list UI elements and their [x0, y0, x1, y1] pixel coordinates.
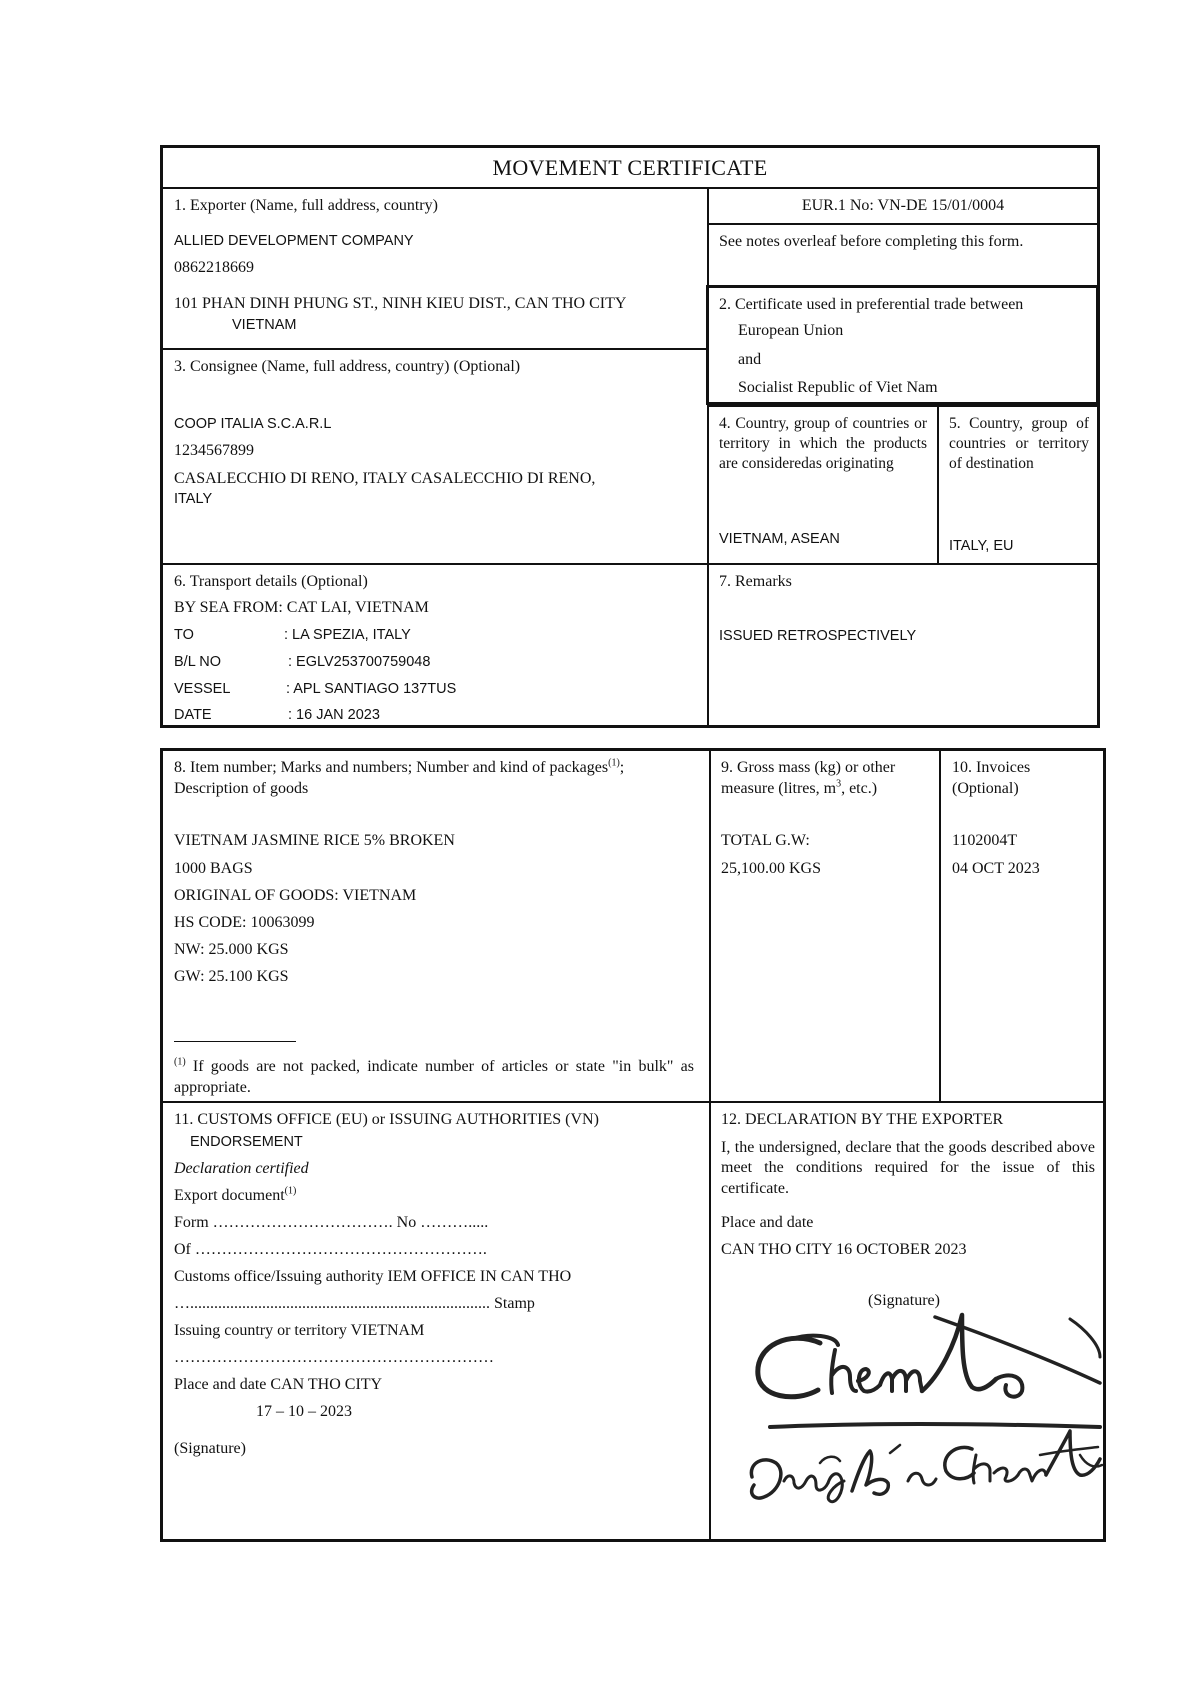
destination-country-value: ITALY, EU	[949, 538, 1014, 554]
invoices-label-2: (Optional)	[952, 780, 1019, 797]
transport-date-value: : 16 JAN 2023	[288, 707, 380, 723]
divider	[161, 563, 1098, 565]
divider	[707, 188, 709, 726]
divider	[939, 750, 941, 1102]
origin-country-value: VIETNAM, ASEAN	[719, 531, 840, 547]
goods-label	[174, 759, 624, 777]
invoice-number: 1102004T	[952, 832, 1018, 849]
goods-label-end: ;	[619, 759, 625, 776]
consignee-company: COOP ITALIA S.C.A.R.L	[174, 416, 332, 432]
certificate-used-label: 2. Certificate used in preferential trade between	[719, 296, 1024, 313]
export-document-sup: (1)	[284, 1185, 297, 1197]
destination-country-label: 5. Country, group of countries or territory of destination	[949, 415, 1089, 473]
endorsement-label: ENDORSEMENT	[190, 1134, 303, 1150]
goods-line: GW: 25.100 KGS	[174, 968, 289, 985]
form-line: Form ……………………………. No ……….....	[174, 1214, 489, 1231]
exporter-declaration-label: 12. DECLARATION BY THE EXPORTER	[721, 1111, 1004, 1128]
trade-party-1: European Union	[738, 322, 844, 339]
exporter-company: ALLIED DEVELOPMENT COMPANY	[174, 233, 414, 249]
export-document	[174, 1187, 296, 1205]
divider	[709, 750, 711, 1540]
transport-label: 6. Transport details (Optional)	[174, 573, 368, 590]
exporter-place-date: CAN THO CITY 16 OCTOBER 2023	[721, 1241, 967, 1258]
goods-line: ORIGINAL OF GOODS: VIETNAM	[174, 887, 417, 904]
customs-office-value: Customs office/Issuing authority IEM OFFICE IN CAN THO	[174, 1268, 572, 1285]
goods-line: VIETNAM JASMINE RICE 5% BROKEN	[174, 832, 455, 849]
invoices-label: 10. Invoices	[952, 759, 1031, 776]
goods-line: 1000 BAGS	[174, 860, 253, 877]
trade-and: and	[738, 351, 762, 368]
exporter-phone: 0862218669	[174, 259, 254, 276]
divider	[708, 223, 1098, 225]
remarks-value: ISSUED RETROSPECTIVELY	[719, 628, 917, 644]
trade-party-2: Socialist Republic of Viet Nam	[738, 379, 938, 396]
exporter-signature-label: (Signature)	[868, 1292, 940, 1309]
divider	[161, 187, 1098, 189]
divider	[161, 1101, 1104, 1103]
stamp-line: …........................................................................... Stamp	[174, 1295, 535, 1312]
goods-label-2: Description of goods	[174, 780, 309, 797]
transport-to-key: TO	[174, 627, 194, 643]
remarks-label: 7. Remarks	[719, 573, 792, 590]
invoice-date: 04 OCT 2023	[952, 860, 1040, 877]
goods-footnote	[174, 1057, 694, 1099]
dots-line: ……………………………………………………	[174, 1349, 494, 1366]
goods-label-text: 8. Item number; Marks and numbers; Number and kind of packages	[174, 759, 609, 776]
consignee-label: 3. Consignee (Name, full address, country) (Optional)	[174, 358, 521, 375]
goods-line: HS CODE: 10063099	[174, 914, 315, 931]
customs-date: 17 – 10 – 2023	[256, 1403, 352, 1420]
gross-mass-label: 9. Gross mass (kg) or other	[721, 759, 896, 776]
exporter-place-label: Place and date	[721, 1214, 814, 1231]
gross-mass-value: 25,100.00 KGS	[721, 860, 822, 877]
transport-bl-value: : EGLV253700759048	[288, 654, 431, 670]
divider	[937, 406, 939, 563]
footnote-rule	[174, 1041, 296, 1042]
transport-to-value: : LA SPEZIA, ITALY	[284, 627, 411, 643]
origin-country-label: 4. Country, group of countries or territory in which the products are consideredas originating	[719, 415, 927, 473]
transport-vessel-key: VESSEL	[174, 681, 231, 697]
transport-vessel-value: : APL SANTIAGO 137TUS	[286, 681, 457, 697]
divider	[161, 348, 707, 350]
transport-line: BY SEA FROM: CAT LAI, VIETNAM	[174, 599, 429, 616]
eur-notes: See notes overleaf before completing this form.	[719, 233, 1024, 250]
page-title: MOVEMENT CERTIFICATE	[492, 155, 768, 180]
handwritten-signature	[740, 1305, 1105, 1535]
exporter-country: VIETNAM	[232, 317, 297, 333]
customs-place-date: Place and date CAN THO CITY	[174, 1376, 383, 1393]
declaration-certified: Declaration certified	[174, 1160, 309, 1177]
transport-bl-key: B/L NO	[174, 654, 222, 670]
goods-footnote-sup: (1)	[174, 1056, 186, 1068]
consignee-address-2: ITALY	[174, 491, 213, 507]
gross-mass-total-label: TOTAL G.W:	[721, 832, 810, 849]
transport-date-key: DATE	[174, 707, 212, 723]
of-line: Of ……………………………………………….	[174, 1241, 487, 1258]
consignee-phone: 1234567899	[174, 442, 254, 459]
customs-signature-label: (Signature)	[174, 1440, 246, 1457]
goods-label-sup: (1)	[608, 757, 620, 769]
eur-number: EUR.1 No: VN-DE 15/01/0004	[801, 197, 1005, 214]
divider	[708, 405, 1098, 407]
export-document-text: Export document	[174, 1187, 285, 1204]
goods-line: NW: 25.000 KGS	[174, 941, 289, 958]
issuing-country: Issuing country or territory VIETNAM	[174, 1322, 425, 1339]
exporter-address: 101 PHAN DINH PHUNG ST., NINH KIEU DIST., CAN THO CITY	[174, 295, 627, 312]
consignee-address: CASALECCHIO DI RENO, ITALY CASALECCHIO DI RENO,	[174, 470, 596, 487]
gross-mass-label-end: , etc.)	[841, 780, 878, 797]
declaration-text: I, the undersigned, declare that the goods described above meet the conditions required for the issue of this certificate.	[721, 1139, 1095, 1197]
goods-footnote-text: If goods are not packed, indicate number of articles or state "in bulk" as appropriate.	[174, 1058, 694, 1096]
exporter-label: 1. Exporter (Name, full address, country)	[174, 197, 438, 214]
gross-mass-label-text: measure (litres, m	[721, 780, 837, 797]
customs-office-label: 11. CUSTOMS OFFICE (EU) or ISSUING AUTHORITIES (VN)	[174, 1111, 599, 1128]
gross-mass-label-sup: 3	[836, 778, 842, 790]
gross-mass-label-2	[721, 780, 877, 798]
